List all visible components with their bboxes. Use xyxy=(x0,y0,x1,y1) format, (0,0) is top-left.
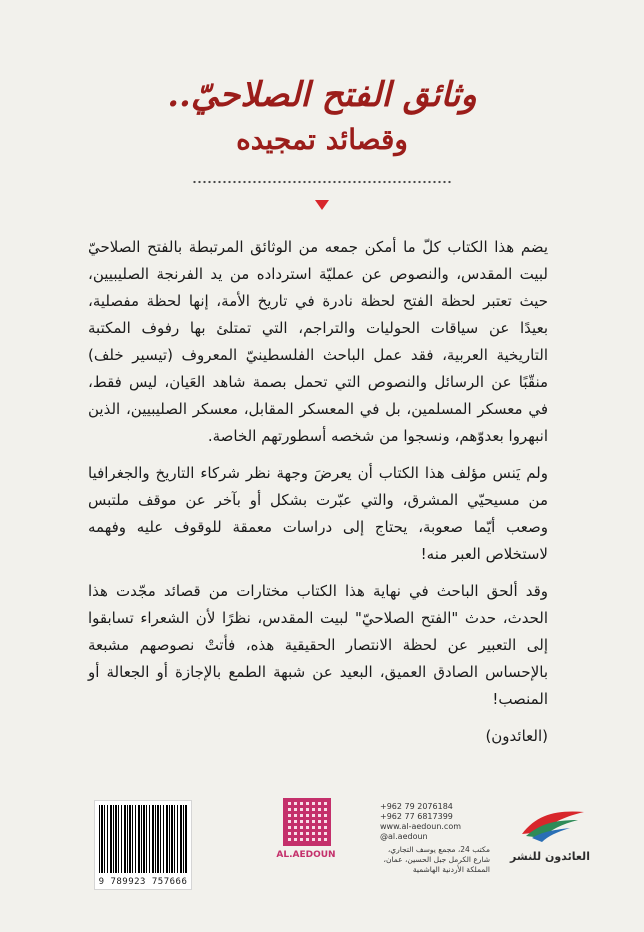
book-title: وثائق الفتح الصلاحيّ.. xyxy=(167,75,477,115)
isbn-number: 9 789923 757666 xyxy=(98,877,188,887)
phone-2: +962 77 6817399 xyxy=(380,812,453,821)
dotted-divider xyxy=(192,180,452,184)
isbn-barcode xyxy=(94,800,192,890)
publisher-bird-logo-icon xyxy=(512,804,592,844)
barcode-bars-icon xyxy=(99,805,187,873)
blurb-text xyxy=(88,234,548,760)
phone-1: +962 79 2076184 xyxy=(380,802,453,811)
blurb-paragraph-1: يضم هذا الكتاب كلّ ما أمكن جمعه من الوثائق المرتبطة بالفتح الصلاحيّ لبيت المقدس، والنصوص عن عمليّة استرداده من يد الفرنجة الصليبيين، حيث تعتبر لحظة الفتح لحظة نادرة في تاريخ الأمة، إنها لحظة مفصلية، بعيدًا عن سياقات الحوليات والتراجم، التي تمتلئ بها رفوف المكتبة التاريخية العربية، فقد عمل الباحث الفلسطينيّ المعروف (تيسير خلف) منقّبًا عن الرسائل والنصوص التي تحمل بصمة شاهد العَيان، ليس فقط، في معسكر المسلمين، بل في المعسكر المقابل، معسكر الصليبيين، الذين انبهروا بعدوّهم، ونسجوا من شخصه أسطورتهم الخاصة. xyxy=(88,238,548,445)
back-cover-footer xyxy=(0,790,644,932)
blurb-paragraph-2: ولم يَنس مؤلف هذا الكتاب أن يعرضَ وجهة نظر شركاء التاريخ والجغرافيا من مسيحيّي المشرق، والتي عبّرت بشكل أو بآخر عن موقف ملتبس وصعب أيّما صعوبة، يحتاج إلى دراسات معمقة للوقوف عليه وفهمه لاستخلاص العبر منه! xyxy=(88,464,548,563)
publisher-address: مكتب 24، مجمع يوسف التجاري، شارع الكرمل جبل الحسين، عمان، المملكة الأردنية الهاشمية xyxy=(383,845,490,874)
publisher-name: العائدون للنشر xyxy=(510,850,590,863)
publisher-signature: (العائدون) xyxy=(485,727,548,745)
qr-code-icon xyxy=(283,798,331,846)
publisher-contacts xyxy=(380,802,490,875)
social-handle: @al.aedoun xyxy=(380,832,428,841)
book-subtitle: وقصائد تمجيده xyxy=(236,123,408,156)
blurb-paragraph-3: وقد ألحق الباحث في نهاية هذا الكتاب مختارات من قصائد مجّدت هذا الحدث، حدث "الفتح الصلاحيّ" لبيت المقدس، نظرًا لأن الشعراء تسابقوا إلى التعبير عن لحظة الانتصار الحقيقية هذه، فأتتْ نصوصهم مشبعة بالإحساس الصادق العميق، البعيد عن شبهة الطمع بالإجازة أو الجعالة أو المنصب! xyxy=(88,582,548,708)
website: www.al-aedoun.com xyxy=(380,822,462,831)
title-block xyxy=(0,72,644,160)
qr-label: AL.AEDOUN xyxy=(276,850,336,860)
triangle-marker-icon xyxy=(315,200,329,210)
